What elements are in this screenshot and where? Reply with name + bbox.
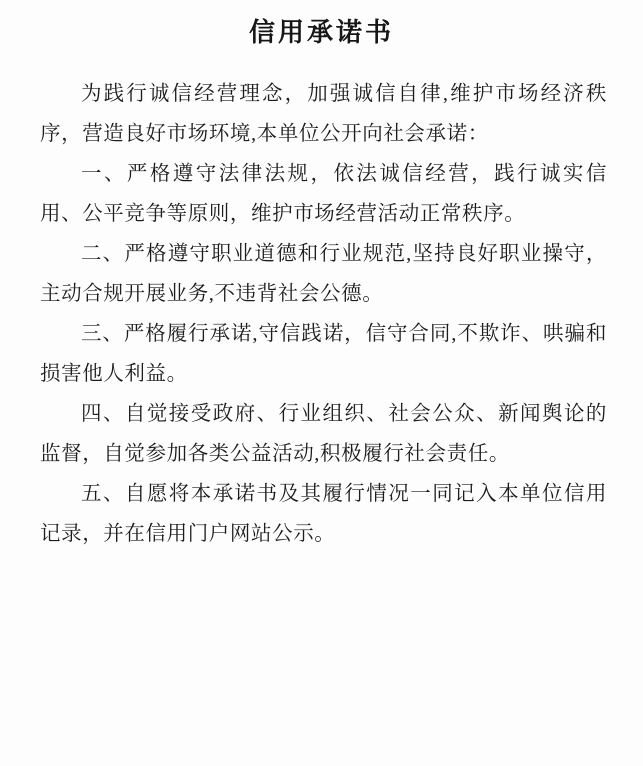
body-text — [40, 74, 607, 554]
paragraph-clause-1: 一、严格遵守法律法规，依法诚信经营，践行诚实信用、公平竞争等原则，维护市场经营活动正常秩序。 — [40, 163, 607, 225]
paragraph-clause-5: 五、自愿将本承诺书及其履行情况一同记入本单位信用记录，并在信用门户网站公示。 — [40, 483, 607, 545]
paragraph-clause-2: 二、严格遵守职业道德和行业规范,坚持良好职业操守，主动合规开展业务,不违背社会公德。 — [40, 243, 607, 305]
paragraph-clause-4: 四、自觉接受政府、行业组织、社会公众、新闻舆论的监督，自觉参加各类公益活动,积极履行社会责任。 — [40, 403, 607, 465]
document-title: 信用承诺书 — [248, 17, 394, 47]
signature-block — [0, 560, 643, 766]
paragraph-clause-3: 三、严格履行承诺,守信践诺，信守合同,不欺诈、哄骗和损害他人利益。 — [40, 323, 607, 385]
paragraph-intro: 为践行诚信经营理念，加强诚信自律,维护市场经济秩序，营造良好市场环境,本单位公开向社会承诺： — [40, 83, 607, 145]
